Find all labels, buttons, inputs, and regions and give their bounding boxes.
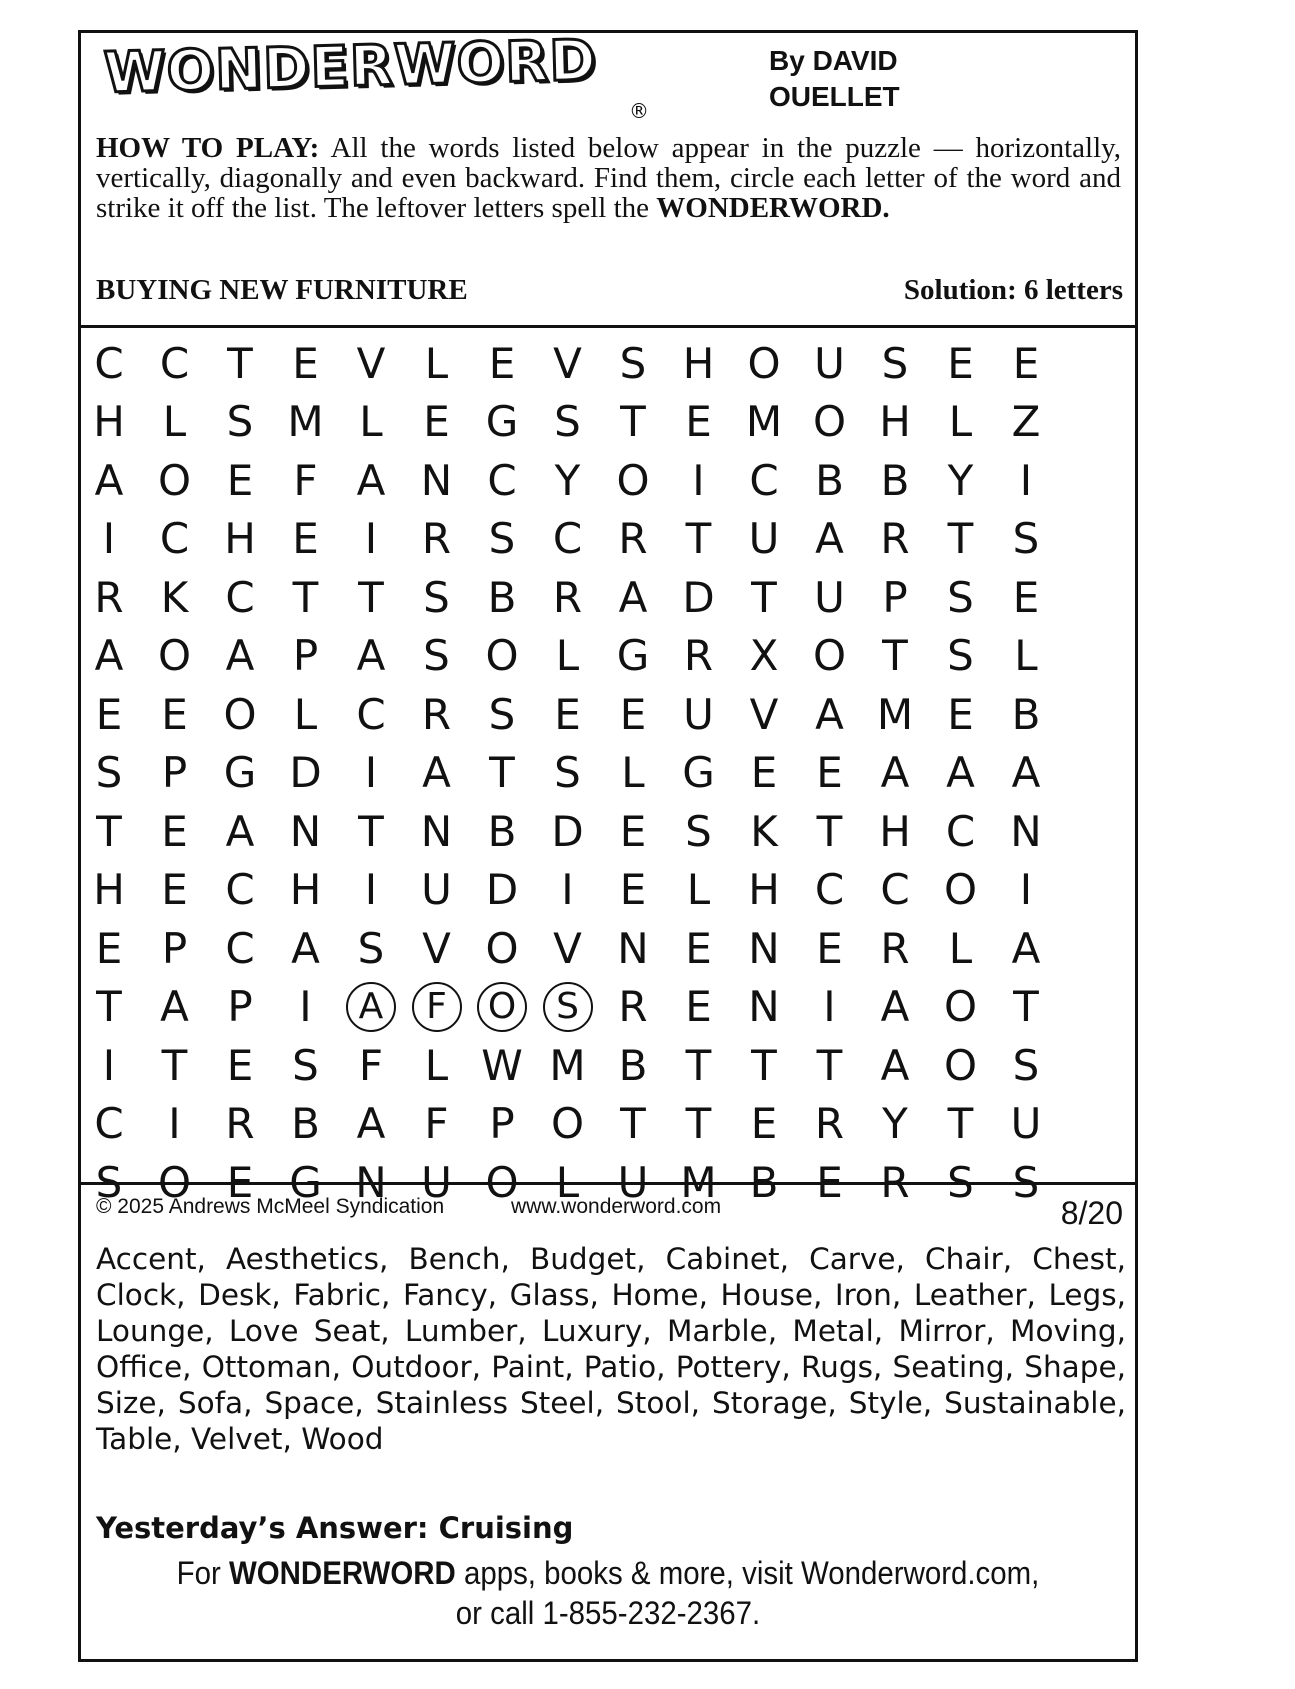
grid-letter[interactable]: M [287, 397, 324, 446]
grid-letter[interactable]: E [816, 923, 843, 973]
grid-letter[interactable]: S [947, 572, 974, 622]
grid-letter[interactable]: E [685, 982, 712, 1031]
grid-letter[interactable]: I [1019, 455, 1033, 505]
grid-letter[interactable]: A [225, 806, 255, 856]
grid-letter[interactable]: I [1019, 865, 1033, 914]
grid-letter[interactable]: T [685, 1099, 712, 1148]
grid-letter[interactable]: T [96, 806, 122, 856]
website-link[interactable]: www.wonderword.com [511, 1195, 722, 1218]
grid-letter[interactable]: A [94, 455, 124, 505]
grid-letter[interactable]: R [880, 514, 910, 563]
grid-letter[interactable]: E [685, 397, 712, 446]
grid-letter[interactable]: V [553, 338, 582, 388]
grid-letter[interactable]: F [293, 455, 318, 505]
grid-letter[interactable]: K [750, 806, 778, 856]
grid-letter[interactable]: I [561, 865, 574, 914]
grid-letter[interactable]: P [489, 1099, 515, 1148]
grid-letter[interactable]: B [1011, 689, 1041, 739]
grid-letter[interactable]: O [616, 455, 650, 505]
grid-letter[interactable]: V [356, 338, 386, 388]
promo-line1: apps, books & more, visit Wonderword.com, [463, 1555, 1040, 1591]
grid-letter[interactable]: D [485, 865, 519, 914]
grid-letter[interactable]: T [358, 806, 384, 856]
grid-letter[interactable]: D [289, 748, 322, 797]
grid-letter[interactable]: F [412, 982, 462, 1032]
grid-letter[interactable]: L [948, 923, 973, 973]
grid-letter[interactable]: N [748, 923, 780, 973]
grid-letter[interactable]: S [554, 748, 581, 797]
grid-letter[interactable]: P [292, 631, 319, 680]
grid-letter[interactable]: P [161, 748, 188, 797]
grid-letter[interactable]: M [745, 397, 783, 446]
grid-letter[interactable]: C [225, 923, 255, 973]
grid-letter[interactable]: E [750, 1099, 778, 1148]
grid-letter[interactable]: C [94, 338, 124, 388]
howto-end: WONDERWORD. [656, 192, 890, 224]
grid-letter[interactable]: V [553, 923, 582, 973]
grid-letter[interactable]: A [356, 631, 386, 680]
grid-letter[interactable]: S [947, 1157, 974, 1207]
grid-letter[interactable]: E [161, 689, 188, 739]
grid-letter[interactable]: P [227, 982, 253, 1031]
grid-letter[interactable]: E [95, 923, 123, 973]
promo-prefix: For [176, 1555, 221, 1591]
grid-letter[interactable]: L [293, 689, 318, 739]
grid-letter[interactable]: L [424, 338, 449, 388]
grid-letter[interactable]: H [748, 865, 780, 914]
grid-letter[interactable]: G [485, 397, 519, 446]
grid-letter[interactable]: A [1011, 748, 1041, 797]
grid-letter[interactable]: C [552, 514, 583, 563]
grid-letter[interactable]: T [816, 1040, 843, 1090]
grid-letter[interactable]: C [487, 455, 517, 505]
grid-letter[interactable]: A [880, 982, 910, 1031]
grid-letter[interactable]: R [880, 923, 910, 973]
grid-letter[interactable]: A [346, 982, 396, 1032]
grid-letter[interactable]: N [420, 455, 453, 505]
grid-letter[interactable]: B [880, 455, 910, 505]
grid-letter[interactable]: T [816, 806, 843, 856]
grid-letter[interactable]: L [162, 397, 187, 446]
grid-letter[interactable]: N [420, 806, 453, 856]
grid-letter[interactable]: V [422, 923, 451, 973]
grid-letter[interactable]: A [94, 631, 124, 680]
grid-letter[interactable]: I [102, 1040, 116, 1090]
grid-letter[interactable]: E [488, 338, 516, 388]
grid-letter[interactable]: U [1010, 1099, 1042, 1148]
grid-letter[interactable]: D [551, 806, 584, 856]
grid-letter[interactable]: T [685, 1040, 712, 1090]
grid-letter[interactable]: A [1011, 923, 1041, 973]
grid-letter[interactable]: C [159, 338, 190, 388]
grid-letter[interactable]: S [488, 514, 516, 563]
puzzle-theme: BUYING NEW FURNITURE [96, 274, 468, 306]
grid-letter[interactable]: U [748, 514, 780, 563]
grid-letter[interactable]: R [552, 572, 583, 622]
grid-letter[interactable]: A [356, 1099, 386, 1148]
grid-letter[interactable]: G [223, 748, 257, 797]
grid-letter[interactable]: O [477, 982, 527, 1032]
grid-letter[interactable]: T [620, 397, 646, 446]
grid-letter[interactable]: R [421, 514, 452, 563]
grid-letter[interactable]: N [1010, 806, 1042, 856]
grid-letter[interactable]: U [421, 865, 452, 914]
registered-mark: ® [629, 99, 649, 123]
grid-letter[interactable]: H [879, 806, 911, 856]
grid-letter[interactable]: I [692, 455, 705, 505]
grid-letter[interactable]: O [747, 338, 781, 388]
grid-letter[interactable]: B [291, 1099, 320, 1148]
grid-letter[interactable]: G [616, 631, 650, 680]
grid-letter[interactable]: T [96, 982, 122, 1031]
grid-letter[interactable]: B [487, 806, 517, 856]
grid-letter[interactable]: H [289, 865, 322, 914]
grid-letter[interactable]: U [421, 1157, 452, 1207]
grid-letter[interactable]: N [355, 1157, 387, 1207]
grid-letter[interactable]: K [160, 572, 189, 622]
grid-letter[interactable]: O [485, 923, 519, 973]
grid-letter[interactable]: S [685, 806, 712, 856]
howto-text: All the words listed below appear in the puzzle — horizontally, vertically, diagonally and even backward. Find them, circle each letter of the word and strike it off the list. The leftover letters spell the [96, 132, 1122, 224]
grid-letter[interactable]: S [543, 982, 593, 1032]
grid-letter[interactable]: S [488, 689, 516, 739]
grid-letter[interactable]: W [481, 1040, 523, 1090]
grid-letter[interactable]: O [943, 982, 978, 1031]
grid-letter[interactable]: T [620, 1099, 646, 1148]
grid-letter[interactable]: A [880, 1040, 910, 1090]
grid-letter[interactable]: N [617, 923, 649, 973]
grid-letter[interactable]: C [749, 455, 779, 505]
grid-letter[interactable]: R [421, 689, 452, 739]
grid-letter[interactable]: C [880, 865, 910, 914]
grid-letter[interactable]: T [227, 338, 253, 388]
yesterdays-answer: Yesterday’s Answer: Cruising [96, 1511, 574, 1545]
grid-letter[interactable]: U [617, 1157, 649, 1207]
grid-letter[interactable]: U [683, 689, 714, 739]
grid-letter[interactable]: S [1012, 1157, 1040, 1207]
grid-letter[interactable]: I [168, 1099, 181, 1148]
grid-letter[interactable]: L [555, 1157, 580, 1207]
grid-letter[interactable]: E [947, 338, 974, 388]
puzzle-footer [81, 1185, 1135, 1660]
grid-letter[interactable]: O [157, 1157, 192, 1207]
grid-letter[interactable]: I [823, 982, 836, 1031]
grid-letter[interactable]: T [751, 572, 777, 622]
grid-letter[interactable]: O [157, 455, 192, 505]
grid-letter[interactable]: C [159, 514, 190, 563]
grid-letter[interactable]: C [945, 806, 976, 856]
grid-letter[interactable]: C [225, 865, 255, 914]
grid-letter[interactable]: L [1014, 631, 1038, 680]
grid-letter[interactable]: M [549, 1040, 586, 1090]
grid-letter[interactable]: C [356, 689, 386, 739]
grid-letter[interactable]: Z [1011, 397, 1041, 446]
promo-text [123, 1553, 1093, 1633]
grid-letter[interactable]: E [816, 748, 843, 797]
grid-letter[interactable]: T [947, 514, 974, 563]
grid-letter[interactable]: T [882, 631, 908, 680]
grid-letter[interactable]: O [485, 1157, 519, 1207]
grid-letter[interactable]: B [487, 572, 517, 622]
grid-letter[interactable]: T [292, 572, 319, 622]
grid-letter[interactable]: E [619, 689, 647, 739]
grid-letter[interactable]: T [489, 748, 515, 797]
grid-letter[interactable]: H [224, 514, 256, 563]
grid-letter[interactable]: S [95, 1157, 123, 1207]
grid-letter[interactable]: Y [554, 455, 581, 505]
grid-letter[interactable]: S [554, 397, 581, 446]
grid-letter[interactable]: A [422, 748, 451, 797]
grid-letter[interactable]: P [161, 923, 188, 973]
grid-letter[interactable]: C [814, 865, 845, 914]
grid-letter[interactable]: E [292, 514, 319, 563]
grid-letter[interactable]: E [619, 865, 647, 914]
grid-letter[interactable]: O [485, 631, 519, 680]
grid-letter[interactable]: E [947, 689, 974, 739]
grid-letter[interactable]: A [618, 572, 648, 622]
grid-letter[interactable]: E [619, 806, 647, 856]
wonderword-logo: WONDERWORD [103, 28, 598, 106]
grid-letter[interactable]: R [814, 1099, 845, 1148]
grid-letter[interactable]: E [1012, 572, 1040, 622]
grid-letter[interactable]: B [749, 1157, 779, 1207]
grid-letter[interactable]: T [1013, 982, 1039, 1031]
grid-letter[interactable]: A [356, 455, 386, 505]
grid-letter[interactable]: L [359, 397, 383, 446]
grid-letter[interactable]: N [748, 982, 780, 1031]
grid-letter[interactable]: A [815, 689, 844, 739]
grid-letter[interactable]: O [223, 689, 257, 739]
grid-letter[interactable]: H [93, 865, 125, 914]
grid-letter[interactable]: S [1012, 514, 1040, 563]
puzzle-date: 8/20 [1060, 1195, 1123, 1231]
grid-letter[interactable]: E [226, 455, 254, 505]
grid-letter[interactable]: S [881, 338, 909, 388]
grid-letter[interactable]: O [812, 631, 847, 680]
howto-label: HOW TO PLAY: [96, 132, 320, 164]
grid-letter[interactable]: L [555, 631, 580, 680]
grid-letter[interactable]: E [226, 1157, 254, 1207]
grid-letter[interactable]: O [157, 631, 192, 680]
grid-letter[interactable]: F [424, 1099, 449, 1148]
grid-letter[interactable]: O [550, 1099, 585, 1148]
grid-letter[interactable]: I [364, 748, 378, 797]
word-list: Accent, Aesthetics, Bench, Budget, Cabinet, Carve, Chair, Chest, Clock, Desk, Fabric, Fancy, Glass, Home, House, Iron, Leather, Legs, Lounge, Love Seat, Lumber, Luxury, Marble, Metal, Mirror, Moving, Office, Ottoman, Outdoor, Paint, Patio, Pottery, Rugs, Seating, Shape, Size, Sofa, Space, Stainless Steel, Stool, Storage, Style, Sustainable, Table, Velvet, Wood [96, 1242, 1126, 1456]
grid-letter[interactable]: Y [882, 1099, 908, 1148]
grid-letter[interactable]: R [880, 1157, 910, 1207]
grid-letter[interactable]: O [812, 397, 847, 446]
grid-letter[interactable]: E [161, 865, 188, 914]
puzzle-header [81, 28, 1135, 328]
grid-letter[interactable]: E [226, 1040, 254, 1090]
grid-letter[interactable]: R [683, 631, 714, 680]
solution-length: Solution: 6 letters [903, 274, 1123, 306]
grid-letter[interactable]: E [750, 748, 778, 797]
promo-line2: or call 1-855-232-2367. [455, 1595, 761, 1631]
how-to-play [96, 133, 1121, 223]
grid-letter[interactable]: F [358, 1040, 384, 1090]
grid-letter[interactable]: T [751, 1040, 777, 1090]
grid-letter[interactable]: S [423, 631, 450, 680]
grid-letter[interactable]: S [947, 631, 974, 680]
grid-letter[interactable]: T [947, 1099, 974, 1148]
grid-letter[interactable]: E [95, 689, 123, 739]
grid-letter[interactable]: E [161, 806, 188, 856]
grid-letter[interactable]: S [357, 923, 385, 973]
grid-letter[interactable]: H [879, 397, 911, 446]
grid-letter[interactable]: G [289, 1157, 322, 1207]
grid-letter[interactable]: H [682, 338, 715, 388]
copyright: © 2025 Andrews McMeel Syndication [96, 1195, 445, 1218]
grid-letter[interactable]: R [94, 572, 124, 622]
grid-letter[interactable]: L [686, 865, 711, 914]
grid-letter[interactable]: T [685, 514, 712, 563]
grid-letter[interactable]: R [618, 982, 648, 1031]
grid-letter[interactable]: P [882, 572, 908, 622]
grid-letter[interactable]: A [291, 923, 320, 973]
grid-letter[interactable]: H [93, 397, 125, 446]
grid-letter[interactable]: O [943, 865, 978, 914]
grid-letter[interactable]: L [424, 1040, 449, 1090]
grid-letter[interactable]: A [815, 514, 844, 563]
grid-letter[interactable]: R [618, 514, 648, 563]
grid-letter[interactable]: I [364, 514, 378, 563]
grid-letter[interactable]: L [621, 748, 645, 797]
grid-letter[interactable]: G [682, 748, 715, 797]
grid-letter[interactable]: Y [947, 455, 974, 505]
grid-letter[interactable]: E [423, 397, 450, 446]
grid-letter[interactable]: E [685, 923, 712, 973]
grid-letter[interactable]: S [1012, 1040, 1040, 1090]
promo-brand: WONDERWORD [228, 1555, 456, 1591]
grid-letter[interactable]: X [749, 631, 779, 680]
grid-letter[interactable]: V [749, 689, 779, 739]
grid-letter[interactable]: A [946, 748, 975, 797]
grid-letter[interactable]: S [226, 397, 254, 446]
grid-letter[interactable]: D [682, 572, 715, 622]
grid-letter[interactable]: S [95, 748, 123, 797]
grid-letter[interactable]: B [618, 1040, 648, 1090]
grid-letter[interactable]: E [292, 338, 319, 388]
grid-letter[interactable]: M [876, 689, 914, 739]
grid-letter[interactable]: I [102, 514, 116, 563]
grid-letter[interactable]: I [299, 982, 312, 1031]
grid-letter[interactable]: T [358, 572, 384, 622]
grid-letter[interactable]: E [1012, 338, 1040, 388]
grid-letter[interactable]: T [161, 1040, 188, 1090]
grid-letter[interactable]: S [619, 338, 647, 388]
grid-letter[interactable]: R [225, 1099, 255, 1148]
grid-letter[interactable]: E [554, 689, 581, 739]
grid-letter[interactable]: N [289, 806, 322, 856]
byline: By DAVID OUELLET [769, 45, 900, 112]
grid-letter[interactable]: L [948, 397, 973, 446]
grid-letter[interactable]: B [815, 455, 844, 505]
grid-letter[interactable]: U [814, 572, 845, 622]
grid-letter[interactable]: A [225, 631, 255, 680]
grid-letter[interactable]: C [225, 572, 255, 622]
puzzle-frame [78, 30, 1138, 1662]
grid-letter[interactable]: O [943, 1040, 978, 1090]
grid-letter[interactable]: S [423, 572, 450, 622]
grid-letter[interactable]: E [816, 1157, 843, 1207]
grid-letter[interactable]: I [364, 865, 378, 914]
grid-letter[interactable]: M [680, 1157, 717, 1207]
grid-letter[interactable]: A [160, 982, 189, 1031]
grid-letter[interactable]: C [94, 1099, 124, 1148]
grid-letter[interactable]: S [292, 1040, 319, 1090]
grid-letter[interactable]: U [814, 338, 845, 388]
grid-letter[interactable]: A [880, 748, 910, 797]
